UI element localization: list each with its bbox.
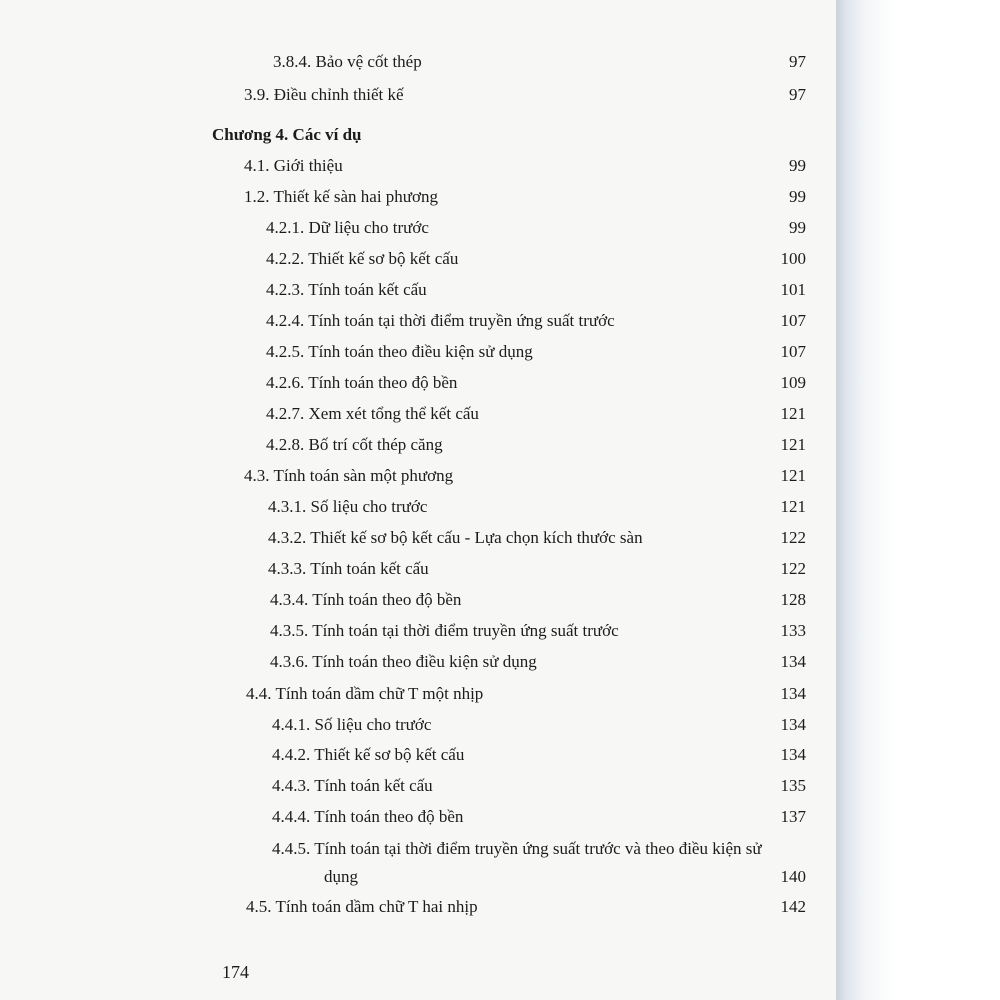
toc-entry xyxy=(266,337,806,367)
toc-entry-title: 4.3.3. Tính toán kết cấu xyxy=(268,559,429,578)
toc-entry-title: 4.3.5. Tính toán tại thời điểm truyền ứng suất trước xyxy=(270,621,619,640)
toc-entry-title: 1.2. Thiết kế sàn hai phương xyxy=(244,187,438,206)
toc-entry-page: 99 xyxy=(789,187,806,206)
toc-entry-page: 133 xyxy=(780,621,806,640)
toc-entry-page: 134 xyxy=(780,745,806,764)
toc-entry-title: 4.4.1. Số liệu cho trước xyxy=(272,715,432,734)
toc-entry xyxy=(246,892,806,922)
toc-entry xyxy=(244,461,806,491)
toc-entry-page: 99 xyxy=(789,156,806,175)
toc-entry-title: 4.3.1. Số liệu cho trước xyxy=(268,497,428,516)
toc-entry-page: 137 xyxy=(780,807,806,826)
toc-entry-page: 109 xyxy=(780,373,806,392)
toc-entry-title: 4.4. Tính toán dầm chữ T một nhịp xyxy=(246,684,484,703)
toc-entry-title: 4.2.6. Tính toán theo độ bền xyxy=(266,373,458,392)
toc-entry xyxy=(272,740,806,770)
toc-chapter-heading xyxy=(212,120,806,150)
toc-entry xyxy=(266,399,806,429)
toc-entry-title: 3.8.4. Bảo vệ cốt thép xyxy=(273,52,422,71)
toc-entry xyxy=(268,492,806,522)
toc-entry-title: 4.1. Giới thiệu xyxy=(244,156,343,175)
toc-entry-page: 122 xyxy=(780,528,806,547)
toc-entry xyxy=(270,647,806,677)
toc-entry-title: 4.4.5. Tính toán tại thời điểm truyền ứng suất trước và theo điều kiện sử dụng xyxy=(272,839,762,886)
toc-entry-page: 99 xyxy=(789,218,806,237)
toc-entry xyxy=(270,616,806,646)
toc-entry xyxy=(272,835,806,891)
toc-entry-page: 121 xyxy=(780,497,806,516)
toc-entry-page: 135 xyxy=(780,776,806,795)
toc-entry-page: 97 xyxy=(789,52,806,71)
toc-chapter-title: Chương 4. Các ví dụ xyxy=(212,125,362,144)
toc-entry-title: 4.4.2. Thiết kế sơ bộ kết cấu xyxy=(272,745,465,764)
toc-entry-title: 4.4.3. Tính toán kết cấu xyxy=(272,776,433,795)
toc-entry-title: 4.3.4. Tính toán theo độ bền xyxy=(270,590,462,609)
toc-entry xyxy=(244,182,806,212)
toc-entry-title: 4.3. Tính toán sàn một phương xyxy=(244,466,454,485)
toc-entry xyxy=(244,151,806,181)
toc-entry xyxy=(266,275,806,305)
toc-entry xyxy=(272,802,806,832)
toc-entry-page: 134 xyxy=(780,715,806,734)
toc-entry xyxy=(270,585,806,615)
toc-entry-page: 140 xyxy=(780,867,806,886)
toc-entry xyxy=(272,710,806,740)
page-edge-shadow xyxy=(836,0,1000,1000)
toc-entry-page: 107 xyxy=(780,342,806,361)
toc-entry-page: 134 xyxy=(780,684,806,703)
toc-entry xyxy=(246,679,806,709)
toc-entry-page: 142 xyxy=(780,897,806,916)
toc-entry-title: 4.2.1. Dữ liệu cho trước xyxy=(266,218,429,237)
toc-entry xyxy=(266,213,806,243)
toc-entry-title: 3.9. Điều chỉnh thiết kế xyxy=(244,85,404,104)
toc-entry-title: 4.2.7. Xem xét tổng thể kết cấu xyxy=(266,404,479,423)
toc-entry-page: 121 xyxy=(780,404,806,423)
toc-entry-title: 4.2.4. Tính toán tại thời điểm truyền ứng suất trước xyxy=(266,311,615,330)
toc-entry-title: 4.2.3. Tính toán kết cấu xyxy=(266,280,427,299)
toc-entry xyxy=(272,771,806,801)
toc-entry xyxy=(273,47,806,77)
toc-entry-title: 4.2.5. Tính toán theo điều kiện sử dụng xyxy=(266,342,533,361)
toc-entry xyxy=(266,244,806,274)
toc-entry-page: 97 xyxy=(789,85,806,104)
toc-entry xyxy=(268,554,806,584)
toc-entry-page: 122 xyxy=(780,559,806,578)
toc-entry-page: 100 xyxy=(780,249,806,268)
toc-entry xyxy=(268,523,806,553)
toc-entry xyxy=(266,430,806,460)
toc-entry-title: 4.5. Tính toán dầm chữ T hai nhịp xyxy=(246,897,478,916)
toc-entry-page: 121 xyxy=(780,435,806,454)
toc-entry-page: 121 xyxy=(780,466,806,485)
toc-entry xyxy=(244,80,806,110)
page-number: 174 xyxy=(222,962,249,982)
toc-entry xyxy=(266,368,806,398)
toc-entry-page: 134 xyxy=(780,652,806,671)
toc-entry xyxy=(266,306,806,336)
toc-entry-title: 4.3.6. Tính toán theo điều kiện sử dụng xyxy=(270,652,537,671)
toc-entry-page: 128 xyxy=(780,590,806,609)
toc-entry-title: 4.2.8. Bố trí cốt thép căng xyxy=(266,435,443,454)
toc-entry-page: 107 xyxy=(780,311,806,330)
toc-entry-title: 4.4.4. Tính toán theo độ bền xyxy=(272,807,464,826)
toc-entry-title: 4.2.2. Thiết kế sơ bộ kết cấu xyxy=(266,249,459,268)
toc-entry-page: 101 xyxy=(780,280,806,299)
toc-entry-title: 4.3.2. Thiết kế sơ bộ kết cấu - Lựa chọn kích thước sàn xyxy=(268,528,643,547)
